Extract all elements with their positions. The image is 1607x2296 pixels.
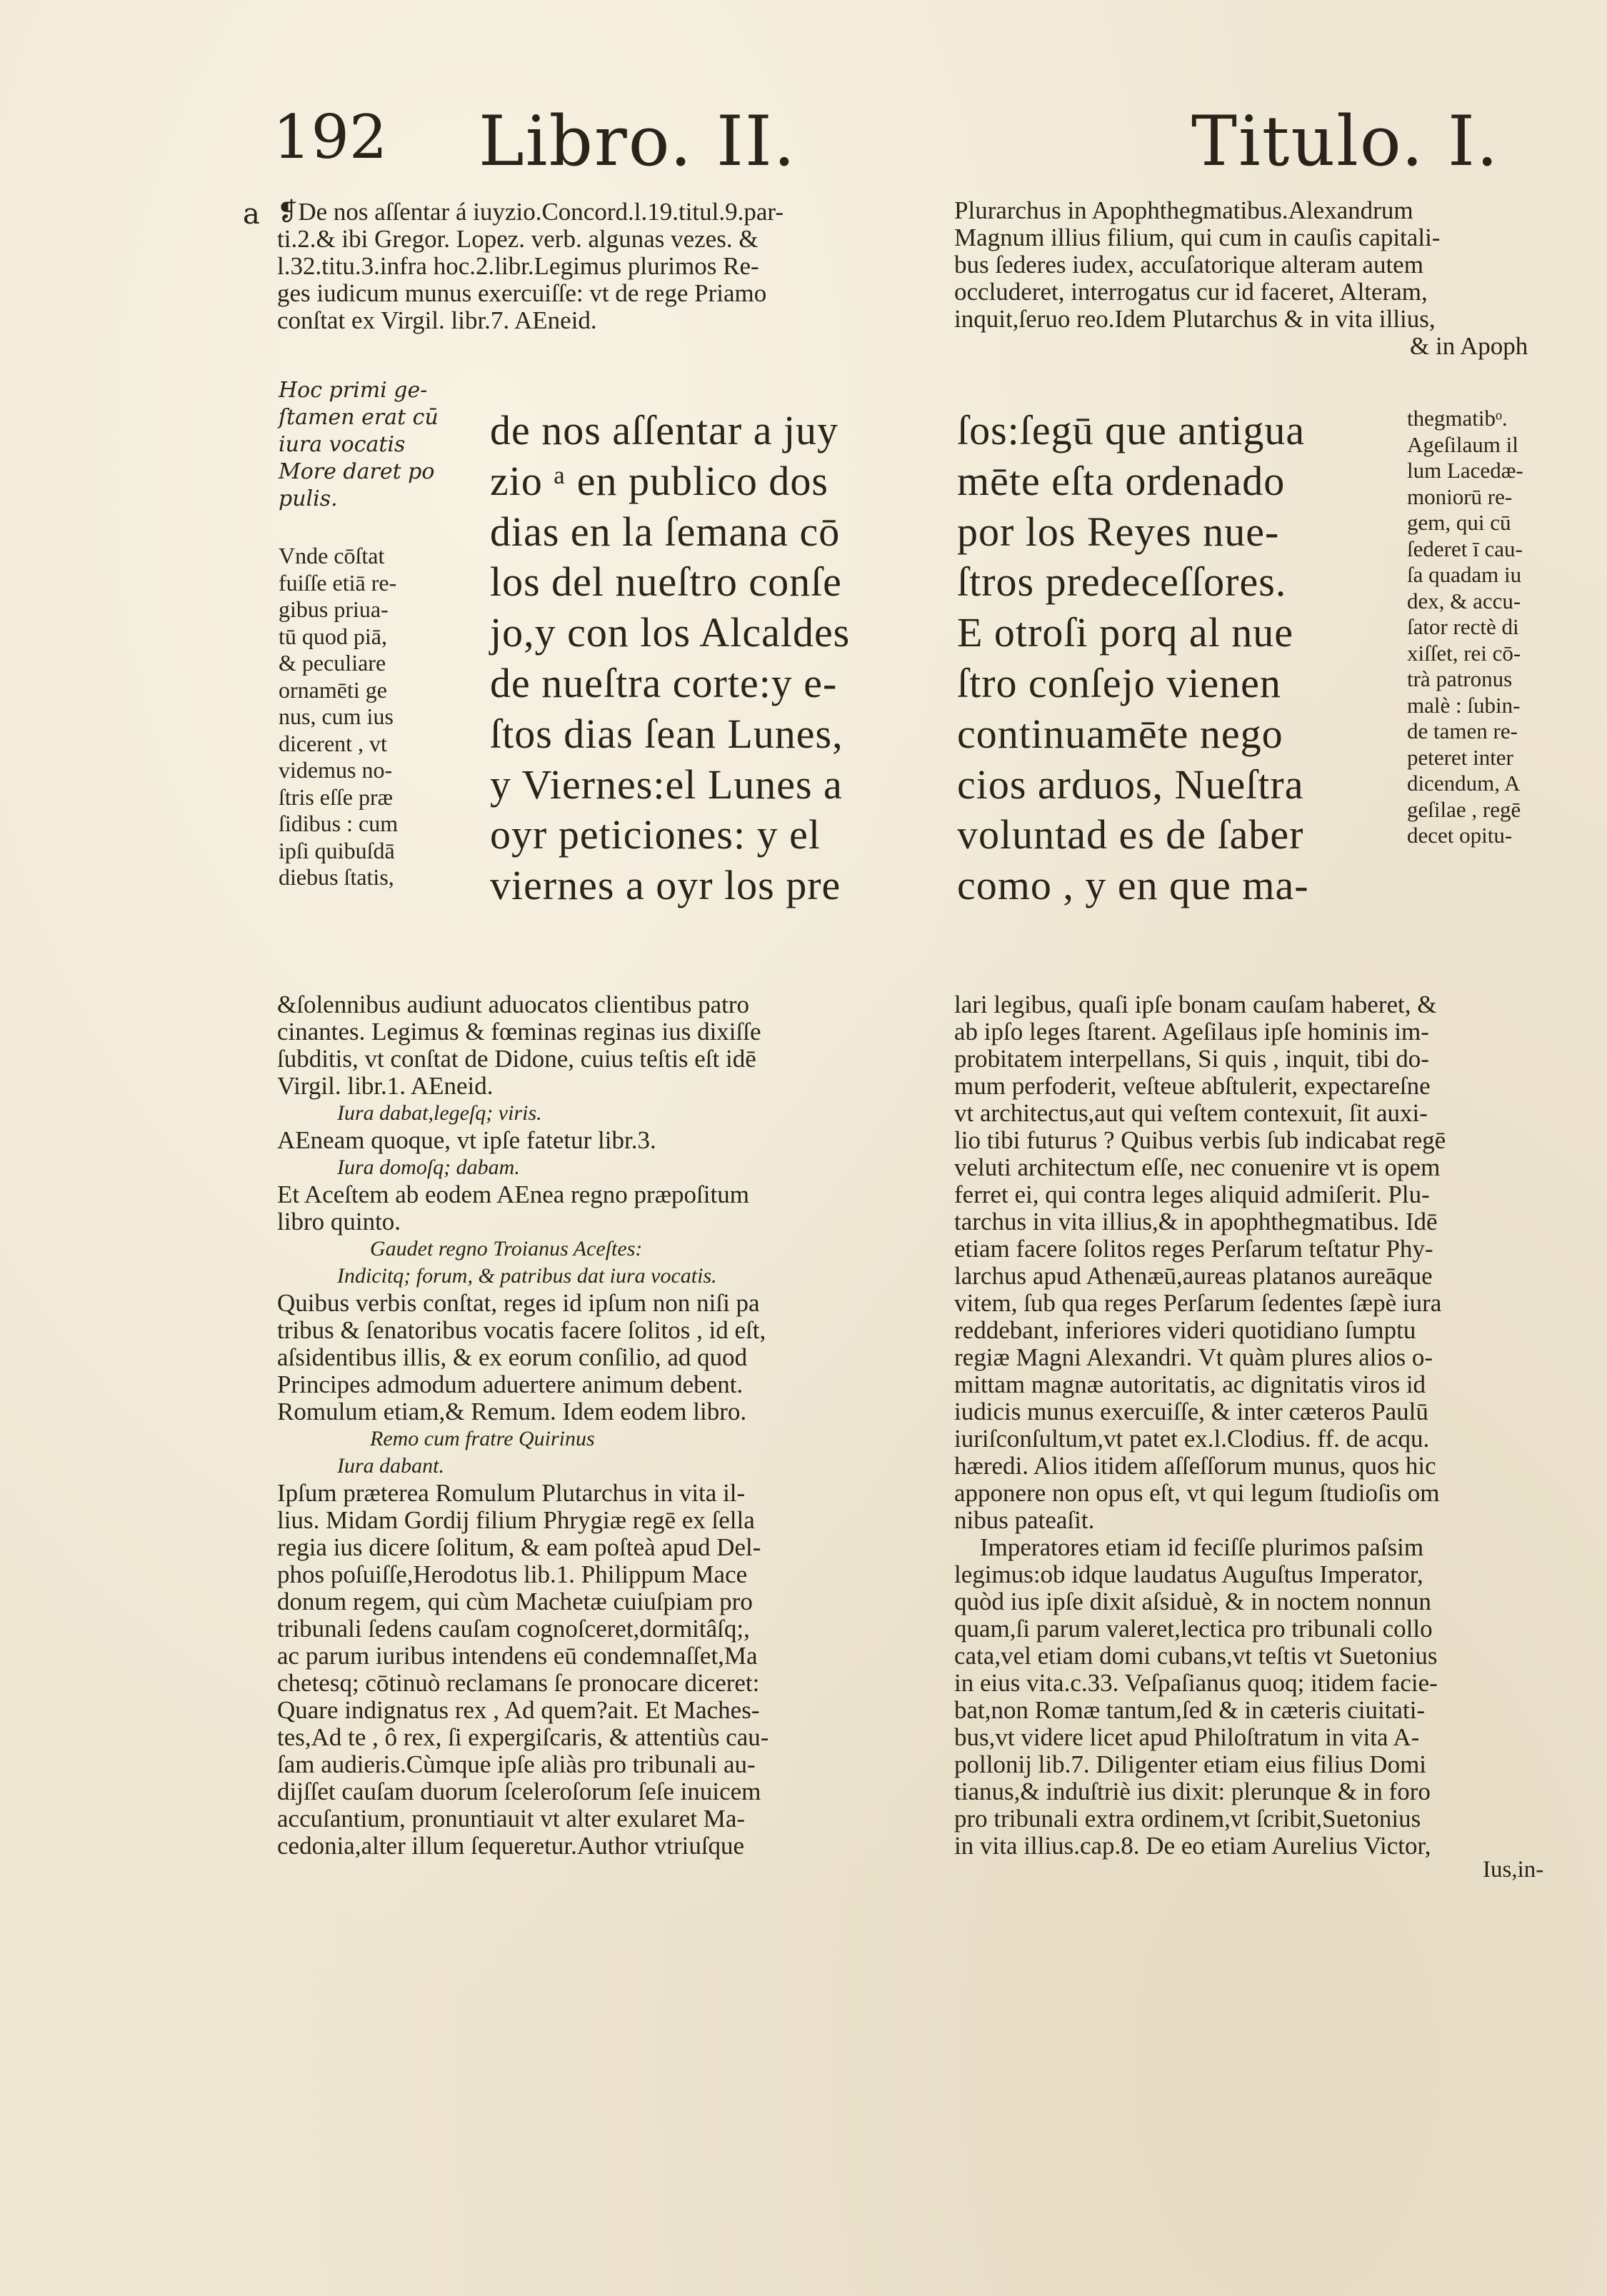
main-text-line: mēte eſta ordenado bbox=[957, 457, 1286, 504]
gloss-line: tianus,& induſtriè ius dixit: plerunque & in foro bbox=[954, 1778, 1431, 1805]
main-text-line: viernes a oyr los pre bbox=[490, 862, 841, 909]
gloss-line: ac parum iuribus intendens eū condemnaſſet,Ma bbox=[277, 1642, 758, 1670]
verse-line: Remo cum fratre Quirinus bbox=[370, 1427, 595, 1450]
side-gloss-line: gem, qui cū bbox=[1407, 510, 1511, 535]
side-gloss-line: de tamen re- bbox=[1407, 718, 1518, 743]
side-gloss-line: peteret inter bbox=[1407, 744, 1513, 770]
gloss-line: & in Apoph bbox=[1410, 332, 1528, 360]
side-gloss-line: lum Lacedæ- bbox=[1407, 458, 1523, 483]
gloss-line: in eius vita.c.33. Veſpaſianus quoq; itidem facie- bbox=[954, 1669, 1438, 1697]
side-gloss-line: dex, & accu- bbox=[1407, 588, 1521, 613]
left-side-gloss bbox=[279, 543, 461, 891]
gloss-line: aſsidentibus illis, & ex eorum conſilio, ad quod bbox=[277, 1343, 748, 1371]
running-head-book: Libro. II. bbox=[479, 101, 797, 181]
verse-line: Hoc primi ge- bbox=[279, 378, 428, 403]
right-side-gloss bbox=[1407, 406, 1570, 849]
left-main-text bbox=[490, 406, 918, 911]
gloss-line: Imperatores etiam id feciſſe plurimos paſsim bbox=[980, 1533, 1424, 1561]
gloss-line: quòd ius ipſe dixit aſsiduè, & in noctem nonnun bbox=[954, 1588, 1431, 1615]
margin-note-marker: a bbox=[243, 198, 260, 231]
gloss-line: Virgil. libr.1. AEneid. bbox=[277, 1072, 494, 1100]
gloss-line: larchus apud Athenæū,aureas platanos aureāque bbox=[954, 1262, 1433, 1290]
gloss-line: vt architectus,aut qui veſtem contexuit, ſit auxi- bbox=[954, 1099, 1428, 1127]
main-text-line: ſtos dias ſean Lunes, bbox=[490, 710, 843, 757]
main-text-line: E otroſi porq al nue bbox=[957, 609, 1294, 656]
gloss-line: ges iudicum munus exercuiſſe: vt de rege Priamo bbox=[277, 279, 767, 307]
main-text-line: como , y en que ma- bbox=[957, 862, 1309, 909]
gloss-line: dijſſet cauſam duorum ſceleroſorum ſeſe inuicem bbox=[277, 1778, 761, 1805]
gloss-line: tarchus in vita illius,& in apophthegmatibus. Idē bbox=[954, 1208, 1438, 1235]
side-gloss-line: dicendum, A bbox=[1407, 771, 1521, 796]
gloss-line: cedonia,alter illum ſequeretur.Author vtriuſque bbox=[277, 1832, 745, 1860]
verse-line: pulis. bbox=[279, 486, 338, 511]
side-gloss-line: ſidibus : cum bbox=[279, 811, 399, 836]
gloss-line: Quibus verbis conſtat, reges id ipſum non niſi pa bbox=[277, 1289, 760, 1317]
left-gloss-top bbox=[277, 199, 897, 334]
gloss-line: in vita illius.cap.8. De eo etiam Aurelius Victor, bbox=[954, 1832, 1431, 1860]
main-text-line: cios arduos, Nueſtra bbox=[957, 761, 1304, 808]
side-gloss-line: xiſſet, rei cō- bbox=[1407, 640, 1521, 666]
gloss-line: mum perfoderit, veſteue abſtulerit, expectareſne bbox=[954, 1072, 1431, 1100]
gloss-line: ferret ei, qui contra leges aliquid admiſerit. Plu- bbox=[954, 1180, 1430, 1208]
side-gloss-line: & peculiare bbox=[279, 650, 386, 676]
gloss-line: quam,ſi parum valeret,lectica pro tribunali collo bbox=[954, 1615, 1433, 1643]
gloss-line: Plurarchus in Apophthegmatibus.Alexandrum bbox=[954, 196, 1413, 224]
main-text-line: y Viernes:el Lunes a bbox=[490, 761, 843, 808]
gloss-line: reddebant, inferiores videri quotidiano ſumptu bbox=[954, 1316, 1416, 1344]
side-gloss-line: ſtris eſſe præ bbox=[279, 783, 393, 810]
gloss-line: pro tribunali extra ordinem,vt ſcribit,Suetonius bbox=[954, 1805, 1421, 1833]
gloss-line: vitem, ſub qua reges Perſarum ſedentes ſæpè iura bbox=[954, 1289, 1442, 1317]
gloss-line: mittam magnæ autoritatis, ac dignitatis viros id bbox=[954, 1370, 1426, 1398]
gloss-line: accuſantium, pronuntiauit vt alter exularet Ma- bbox=[277, 1805, 746, 1833]
verse-line: More daret po bbox=[279, 459, 435, 484]
main-text-line: por los Reyes nue- bbox=[957, 508, 1280, 555]
page-number: 192 bbox=[273, 102, 388, 172]
gloss-line: lius. Midam Gordij filium Phrygiæ regē ex ſella bbox=[277, 1506, 755, 1534]
gloss-line: Magnum illius filium, qui cum in cauſis capitali- bbox=[954, 224, 1441, 251]
gloss-line: Principes admodum aduertere animum debent. bbox=[277, 1370, 744, 1398]
right-main-text bbox=[957, 406, 1386, 911]
gloss-line: chetesq; cōtinuò reclamans ſe pronocare diceret: bbox=[277, 1669, 760, 1697]
verse-line: Iura dabat,legeſq; viris. bbox=[337, 1101, 542, 1125]
side-gloss-line: geſilae , regē bbox=[1407, 796, 1521, 822]
gloss-line: Quare indignatus rex , Ad quem?ait. Et Maches- bbox=[277, 1696, 760, 1724]
main-text-line: continuamēte nego bbox=[957, 710, 1283, 757]
side-gloss-line: gibus priua- bbox=[279, 596, 389, 622]
side-gloss-line: nus, cum ius bbox=[279, 703, 394, 729]
gloss-line: donum regem, qui cùm Machetæ cuiuſpiam pro bbox=[277, 1588, 753, 1615]
gloss-line: bat,non Romæ tantum,ſed & in cæteris ciuitati- bbox=[954, 1696, 1426, 1724]
gloss-line: hæredi. Alios itidem aſſeſſorum munus, quos hic bbox=[954, 1452, 1436, 1480]
gloss-line: tribunali ſedens cauſam cognoſceret,dormitâſq;, bbox=[277, 1615, 750, 1643]
gloss-line: tribus & ſenatoribus vocatis facere ſolitos , id eſt, bbox=[277, 1316, 766, 1344]
main-text-line: de nos aſſentar a juy bbox=[490, 407, 839, 453]
left-gloss-bottom bbox=[277, 991, 906, 1860]
gloss-line: ſam audieris.Cùmque ipſe aliàs pro tribunali au- bbox=[277, 1750, 756, 1778]
gloss-line: &ſolennibus audiunt aduocatos clientibus patro bbox=[277, 991, 749, 1018]
gloss-line: ❡De nos aſſentar á iuyzio.Concord.l.19.titul.9.par- bbox=[277, 198, 784, 226]
gloss-line: iudicis munus exercuiſſe, & inter cæteros Paulū bbox=[954, 1398, 1428, 1425]
main-text-line: de nueſtra corte:y e- bbox=[490, 659, 838, 706]
gloss-line: cinantes. Legimus & fœminas reginas ius dixiſſe bbox=[277, 1018, 761, 1046]
side-gloss-line: ſa quadam iu bbox=[1407, 562, 1522, 587]
gloss-line: regiæ Magni Alexandri. Vt quàm plures alios o- bbox=[954, 1343, 1433, 1371]
side-gloss-line: videmus no- bbox=[279, 757, 393, 783]
catchword: Ius,in- bbox=[1483, 1857, 1544, 1883]
gloss-line: AEneam quoque, vt ipſe fatetur libr.3. bbox=[277, 1126, 656, 1154]
gloss-line: ſubditis, vt conſtat de Didone, cuius teſtis eſt idē bbox=[277, 1045, 756, 1073]
main-text-line: voluntad es de ſaber bbox=[957, 811, 1304, 858]
left-verse bbox=[279, 377, 464, 513]
side-gloss-line: fuiſſe etiā re- bbox=[279, 569, 397, 596]
gloss-line: bus ſederes iudex, accuſatorique alteram autem bbox=[954, 251, 1423, 279]
side-gloss-line: diebus ſtatis, bbox=[279, 864, 394, 890]
main-text-line: jo,y con los Alcaldes bbox=[490, 609, 851, 656]
gloss-line: legimus:ob idque laudatus Auguſtus Imperator, bbox=[954, 1560, 1423, 1588]
gloss-line: cata,vel etiam domi cubans,vt teſtis vt Suetonius bbox=[954, 1642, 1438, 1670]
verse-line: ſtamen erat cū bbox=[279, 405, 439, 430]
main-text-line: zio ᵃ en publico dos bbox=[490, 457, 829, 504]
verse-line: iura vocatis bbox=[279, 432, 406, 457]
gloss-line: l.32.titu.3.infra hoc.2.libr.Legimus plurimos Re- bbox=[277, 252, 759, 280]
verse-line: Indicitq; forum, & patribus dat iura vocatis. bbox=[337, 1264, 717, 1288]
gloss-line: iuriſconſultum,vt patet ex.l.Clodius. ff. de acqu. bbox=[954, 1425, 1430, 1453]
running-head-title: Titulo. I. bbox=[1191, 101, 1500, 181]
gloss-line: Romulum etiam,& Remum. Idem eodem libro. bbox=[277, 1398, 747, 1425]
side-gloss-line: ſator rectè di bbox=[1407, 614, 1519, 639]
gloss-line: phos poſuiſſe,Herodotus lib.1. Philippum Mace bbox=[277, 1560, 748, 1588]
side-gloss-line: moniorū re- bbox=[1407, 483, 1513, 509]
gloss-line: veluti architectum eſſe, nec conuenire vt is opem bbox=[954, 1153, 1441, 1181]
main-text-line: dias en la ſemana cō bbox=[490, 508, 841, 555]
gloss-line: tes,Ad te , ô rex, ſi expergiſcaris, & attentiùs cau- bbox=[277, 1723, 769, 1751]
gloss-line: lio tibi futurus ? Quibus verbis ſub indicabat regē bbox=[954, 1126, 1446, 1154]
gloss-line: ti.2.& ibi Gregor. Lopez. verb. algunas vezes. & bbox=[277, 225, 759, 253]
gloss-line: apponere non opus eſt, vt qui legum ſtudioſis om bbox=[954, 1479, 1440, 1507]
gloss-line: pollonij lib.7. Diligenter etiam eius filius Domi bbox=[954, 1750, 1427, 1778]
side-gloss-line: Ageſilaum il bbox=[1407, 431, 1518, 457]
side-gloss-line: decet opitu- bbox=[1407, 823, 1513, 848]
side-gloss-line: trà patronus bbox=[1407, 666, 1513, 691]
gloss-line: probitatem interpellans, Si quis , inquit, tibi do- bbox=[954, 1045, 1429, 1073]
gloss-line: etiam facere ſolitos reges Perſarum teſtatur Phy- bbox=[954, 1235, 1433, 1263]
side-gloss-line: ſederet ī cau- bbox=[1407, 536, 1523, 561]
gloss-line: conſtat ex Virgil. libr.7. AEneid. bbox=[277, 306, 597, 334]
gloss-line: Et Aceſtem ab eodem AEnea regno præpoſitum bbox=[277, 1180, 749, 1208]
gloss-line: regia ius dicere ſolitum, & eam poſteà apud Del- bbox=[277, 1533, 761, 1561]
verse-line: Iura domoſq; dabam. bbox=[337, 1155, 520, 1179]
side-gloss-line: thegmatibᵒ. bbox=[1407, 406, 1508, 431]
gloss-line: lari legibus, quaſi ipſe bonam cauſam haberet, & bbox=[954, 991, 1437, 1018]
gloss-line: Ipſum præterea Romulum Plutarchus in vita il- bbox=[277, 1479, 746, 1507]
gloss-line: ab ipſo leges ſtarent. Ageſilaus ipſe hominis im- bbox=[954, 1018, 1429, 1046]
side-gloss-line: ornamēti ge bbox=[279, 676, 387, 703]
side-gloss-line: dicerent , vt bbox=[279, 730, 387, 756]
main-text-line: los del nueſtro conſe bbox=[490, 558, 842, 606]
verse-line: Iura dabant. bbox=[337, 1454, 444, 1478]
main-text-line: ſtros predeceſſores. bbox=[957, 558, 1287, 606]
gloss-line: libro quinto. bbox=[277, 1208, 401, 1235]
verse-line: Gaudet regno Troianus Aceſtes: bbox=[370, 1237, 643, 1260]
main-text-line: ſtro conſejo vienen bbox=[957, 659, 1281, 706]
main-text-line: oyr peticiones: y el bbox=[490, 811, 821, 858]
side-gloss-line: malè : ſubin- bbox=[1407, 692, 1521, 718]
gloss-line: nibus pateaſit. bbox=[954, 1506, 1095, 1534]
gloss-line: inquit,ſeruo reo.Idem Plutarchus & in vita illius, bbox=[954, 305, 1436, 333]
side-gloss-line: ipſi quibuſdā bbox=[279, 837, 395, 863]
side-gloss-line: Vnde cōſtat bbox=[279, 543, 385, 568]
right-gloss-top bbox=[954, 197, 1568, 360]
gloss-line: occluderet, interrogatus cur id faceret, Alteram, bbox=[954, 278, 1428, 306]
right-gloss-bottom bbox=[954, 991, 1576, 1860]
side-gloss-line: tū quod piā, bbox=[279, 623, 387, 649]
gloss-line: bus,vt videre licet apud Philoſtratum in vita A- bbox=[954, 1723, 1420, 1751]
main-text-line: ſos:ſegū que antigua bbox=[957, 407, 1306, 453]
